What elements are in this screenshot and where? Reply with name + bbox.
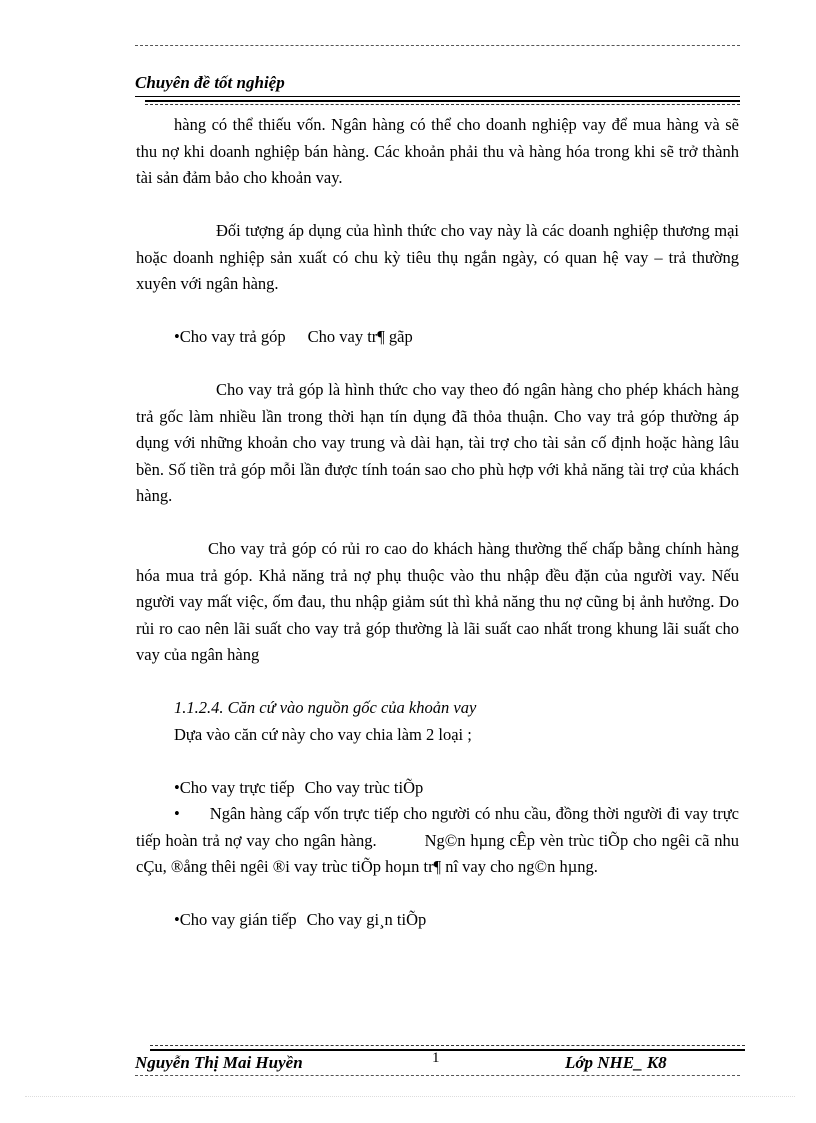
header-rule-thick — [145, 100, 740, 102]
bullet-garbled-label: Cho vay trùc tiÕp — [304, 777, 424, 797]
page-number: 1 — [432, 1050, 440, 1066]
bullet-direct-loan — [136, 775, 739, 802]
footer-rule-dashed — [150, 1045, 745, 1046]
paragraph-5: Dựa vào căn cứ này cho vay chia làm 2 loại ; — [174, 724, 472, 744]
running-header-title: Chuyên đề tốt nghiệp — [135, 73, 285, 92]
paragraph-1: hàng có thể thiếu vốn. Ngân hàng có thể cho doanh nghiệp vay để mua hàng và sẽ thu nợ khi doanh nghiệp bán hàng. Các khoản phải thu và hàng hóa trong khi sẽ trở thành tài sản đảm bảo cho khoản vay. — [136, 115, 739, 187]
footer-author: Nguyễn Thị Mai Huyền — [135, 1053, 303, 1072]
paragraph-6 — [136, 801, 739, 881]
header-rule-dashed — [145, 104, 740, 105]
bullet-label: •Cho vay trả góp — [174, 327, 286, 346]
footer-rule-thick — [150, 1049, 745, 1051]
header-rule — [135, 96, 740, 97]
header-dashed-rule — [135, 45, 740, 46]
document-body — [136, 112, 739, 934]
bullet-label: •Cho vay trực tiếp — [174, 777, 295, 797]
bullet-garbled-label: Cho vay tr¶ gãp — [307, 327, 413, 346]
paragraph-6-garbled-text: Ng©n hµng cÊp vèn trùc tiÕp cho ngêi cã nhu cÇu, ®ång thêi ngêi ®i vay trùc tiÕp hoµn tr¶ nî vay cho ng©n hµng. — [136, 830, 739, 876]
bullet-label: •Cho vay gián tiếp — [174, 910, 297, 929]
footer-dashed-rule — [135, 1075, 740, 1076]
paragraph-3: Cho vay trả góp là hình thức cho vay theo đó ngân hàng cho phép khách hàng trả gốc làm nhiều lần trong thời hạn tín dụng đã thỏa thuận. Cho vay trả góp thường áp dụng với những khoản cho vay trung và dài hạn, tài trợ cho tài sản cố định hoặc hàng lâu bền. Số tiền trả góp mỗi lần được tính toán sao cho phù hợp với khả năng tài trợ của khách hàng. — [136, 380, 739, 505]
bullet-installment-loan — [136, 324, 739, 351]
footer-class: Lớp NHE_ K8 — [565, 1053, 667, 1072]
bullet-indirect-loan — [136, 907, 739, 934]
paragraph-2: Đối tượng áp dụng của hình thức cho vay này là các doanh nghiệp thương mại hoặc doanh nghiệp sản xuất có chu kỳ tiêu thụ ngắn ngày, có quan hệ vay – trả thường xuyên với ngân hàng. — [136, 221, 739, 293]
paragraph-4: Cho vay trả góp có rủi ro cao do khách hàng thường thế chấp bằng chính hàng hóa mua trả góp. Khả năng trả nợ phụ thuộc vào thu nhập đều đặn của người vay. Nếu người vay mất việc, ốm đau, thu nhập giảm sút thì khả năng thu nợ cũng bị ảnh hưởng. Do rủi ro cao nên lãi suất cho vay trả góp thường là lãi suất cao nhất trong khung lãi suất cho vay của ngân hàng — [136, 539, 739, 664]
paragraph-6-text: Ngân hàng cấp vốn trực tiếp cho người có nhu cầu, đồng thời người đi vay trực tiếp hoàn trả nợ vay cho ngân hàng. — [136, 804, 739, 850]
bullet-garbled-label: Cho vay gi¸n tiÕp — [306, 910, 427, 929]
section-heading: 1.1.2.4. Căn cứ vào nguồn gốc của khoản vay — [174, 698, 477, 717]
page-edge — [25, 1096, 795, 1097]
bullet-dot: • — [174, 804, 180, 823]
